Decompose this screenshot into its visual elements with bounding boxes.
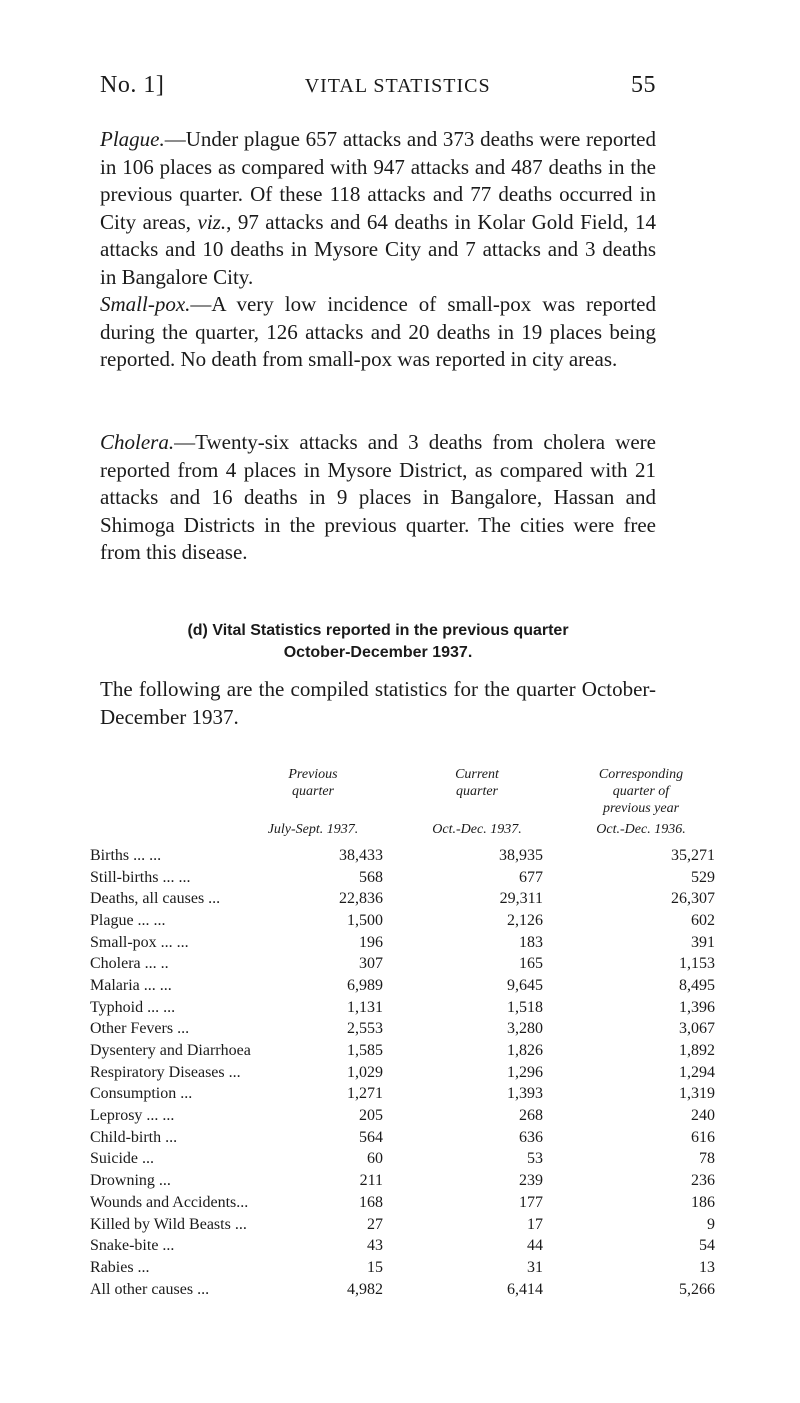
column-header-line: Current	[455, 767, 499, 782]
smallpox-text: —A very low incidence of small-pox was reported during the quarter, 126 attacks and 20 deaths in 19 places being reported. No death from small-pox was reported in city areas.	[100, 292, 656, 371]
column-header-line: Corresponding	[598, 767, 684, 782]
corresponding-quarter-cell: 26,307	[671, 890, 715, 908]
cause-cell: Cholera ... ..	[90, 955, 169, 973]
previous-quarter-cell: 6,989	[347, 976, 383, 994]
table-row	[90, 997, 715, 1019]
column-header-current	[412, 766, 542, 838]
cause-cell: Small-pox ... ...	[90, 933, 189, 951]
previous-quarter-cell: 568	[359, 868, 383, 886]
current-quarter-cell: 165	[519, 955, 543, 973]
corresponding-quarter-cell: 1,319	[679, 1085, 715, 1103]
previous-quarter-cell: 2,553	[347, 1020, 383, 1038]
section-heading-line-1: (d) Vital Statistics reported in the previous quarter	[187, 622, 569, 639]
plague-heading: Plague.	[100, 127, 165, 151]
cause-cell: Malaria ... ...	[90, 976, 172, 994]
corresponding-quarter-cell: 1,892	[679, 1042, 715, 1060]
current-quarter-cell: 636	[519, 1128, 543, 1146]
current-quarter-cell: 1,393	[507, 1085, 543, 1103]
table-row	[90, 1279, 715, 1301]
current-quarter-cell: 1,518	[507, 998, 543, 1016]
corresponding-quarter-cell: 9	[707, 1215, 715, 1233]
previous-quarter-cell: 168	[359, 1193, 383, 1211]
previous-quarter-cell: 1,500	[347, 911, 383, 929]
current-quarter-cell: 1,296	[507, 1063, 543, 1081]
corresponding-quarter-cell: 5,266	[679, 1280, 715, 1298]
cause-cell: Still-births ... ...	[90, 868, 191, 886]
previous-quarter-cell: 1,271	[347, 1085, 383, 1103]
corresponding-quarter-cell: 236	[691, 1172, 715, 1190]
cholera-heading: Cholera.	[100, 430, 175, 454]
plague-text-2: , 97 attacks and 64 deaths in Kolar Gold Field, 14 attacks and 10 deaths in Mysore City and 7 attacks and 3 deaths in Bangalore City.	[100, 209, 656, 289]
cause-cell: Rabies ...	[90, 1258, 150, 1276]
table-row	[90, 1170, 715, 1192]
table-row	[90, 888, 715, 910]
previous-quarter-cell: 60	[367, 1150, 383, 1168]
previous-quarter-cell: 4,982	[347, 1280, 383, 1298]
cause-cell: Suicide ...	[90, 1150, 154, 1168]
running-title: VITAL STATISTICS	[304, 75, 491, 97]
current-quarter-cell: 31	[527, 1258, 543, 1276]
table-row	[90, 1040, 715, 1062]
table-row	[90, 1105, 715, 1127]
cause-cell: Other Fevers ...	[90, 1020, 190, 1038]
table-row	[90, 910, 715, 932]
previous-quarter-cell: 1,029	[347, 1063, 383, 1081]
plague-paragraph	[100, 126, 656, 291]
column-period: July-Sept. 1937.	[267, 822, 359, 837]
cause-cell: All other causes ...	[90, 1280, 210, 1298]
table-row	[90, 1149, 715, 1171]
corresponding-quarter-cell: 1,294	[679, 1063, 715, 1081]
column-header-line: previous year	[602, 801, 680, 816]
corresponding-quarter-cell: 78	[699, 1150, 715, 1168]
current-quarter-cell: 177	[519, 1193, 543, 1211]
cause-cell: Typhoid ... ...	[90, 998, 176, 1016]
corresponding-quarter-cell: 602	[691, 911, 715, 929]
column-header-line: quarter	[292, 784, 334, 799]
cause-cell: Respiratory Diseases ...	[90, 1063, 241, 1081]
page-number: 55	[631, 72, 656, 98]
current-quarter-cell: 677	[519, 868, 543, 886]
corresponding-quarter-cell: 391	[691, 933, 715, 951]
previous-quarter-cell: 22,836	[339, 890, 383, 908]
corresponding-quarter-cell: 1,153	[679, 955, 715, 973]
intro-paragraph: The following are the compiled statistics for the quarter October-December 1937.	[100, 677, 656, 729]
column-header-line: quarter	[456, 784, 498, 799]
page-header	[100, 72, 656, 99]
current-quarter-cell: 38,935	[499, 846, 543, 864]
corresponding-quarter-cell: 13	[699, 1258, 715, 1276]
table-row	[90, 1062, 715, 1084]
table-row	[90, 1214, 715, 1236]
corresponding-quarter-cell: 616	[691, 1128, 715, 1146]
column-period: Oct.-Dec. 1937.	[432, 822, 522, 837]
table-row	[90, 1257, 715, 1279]
cause-cell: Snake-bite ...	[90, 1237, 175, 1255]
cholera-paragraph	[100, 429, 656, 567]
issue-number: No. 1]	[100, 72, 165, 98]
column-header-line	[412, 800, 542, 817]
plague-text: —Under plague 657 attacks and 373 deaths were reported in 106 places as compared with 947 attacks and 487 deaths in the previous quarter. Of these 118 attacks and 77 deaths occurred in City areas,	[100, 127, 656, 234]
smallpox-paragraph	[100, 291, 656, 374]
column-header-line	[248, 800, 378, 817]
section-heading-line-2: October-December 1937.	[283, 644, 473, 661]
current-quarter-cell: 29,311	[499, 890, 543, 908]
current-quarter-cell: 3,280	[507, 1020, 543, 1038]
cause-cell: Wounds and Accidents...	[90, 1193, 249, 1211]
current-quarter-cell: 53	[527, 1150, 543, 1168]
current-quarter-cell: 268	[519, 1107, 543, 1125]
current-quarter-cell: 6,414	[507, 1280, 543, 1298]
smallpox-heading: Small-pox.	[100, 292, 191, 316]
current-quarter-cell: 2,126	[507, 911, 543, 929]
cause-cell: Leprosy ... ...	[90, 1107, 175, 1125]
current-quarter-cell: 183	[519, 933, 543, 951]
corresponding-quarter-cell: 529	[691, 868, 715, 886]
corresponding-quarter-cell: 1,396	[679, 998, 715, 1016]
table-row	[90, 975, 715, 997]
column-header-line: Previous	[288, 767, 338, 782]
corresponding-quarter-cell: 54	[699, 1237, 715, 1255]
corresponding-quarter-cell: 186	[691, 1193, 715, 1211]
previous-quarter-cell: 43	[367, 1237, 383, 1255]
column-period: Oct.-Dec. 1936.	[596, 822, 686, 837]
cause-cell: Killed by Wild Beasts ...	[90, 1215, 247, 1233]
previous-quarter-cell: 27	[367, 1215, 383, 1233]
vital-statistics-table	[90, 845, 715, 1300]
cause-cell: Consumption ...	[90, 1085, 193, 1103]
viz-abbrev: viz.	[197, 209, 227, 234]
previous-quarter-cell: 205	[359, 1107, 383, 1125]
section-heading	[100, 620, 656, 664]
corresponding-quarter-cell: 8,495	[679, 976, 715, 994]
cholera-text: —Twenty-six attacks and 3 deaths from cholera were reported from 4 places in Mysore District, as compared with 21 attacks and 16 deaths in 9 places in Bangalore, Hassan and Shimoga Districts in the previous quarter. The cities were free from this disease.	[100, 430, 656, 564]
cause-cell: Child-birth ...	[90, 1128, 178, 1146]
current-quarter-cell: 9,645	[507, 976, 543, 994]
previous-quarter-cell: 564	[359, 1128, 383, 1146]
cause-cell: Dysentery and Diarrhoea	[90, 1042, 251, 1060]
table-row	[90, 1127, 715, 1149]
current-quarter-cell: 1,826	[507, 1042, 543, 1060]
table-row	[90, 1084, 715, 1106]
cause-cell: Plague ... ...	[90, 911, 166, 929]
previous-quarter-cell: 1,131	[347, 998, 383, 1016]
cause-cell: Births ... ...	[90, 846, 162, 864]
table-row	[90, 953, 715, 975]
current-quarter-cell: 44	[527, 1237, 543, 1255]
cause-cell: Drowning ...	[90, 1172, 171, 1190]
corresponding-quarter-cell: 240	[691, 1107, 715, 1125]
column-header-line: quarter of	[612, 784, 670, 799]
column-header-corresponding	[566, 766, 716, 838]
previous-quarter-cell: 196	[359, 933, 383, 951]
current-quarter-cell: 239	[519, 1172, 543, 1190]
previous-quarter-cell: 1,585	[347, 1042, 383, 1060]
previous-quarter-cell: 307	[359, 955, 383, 973]
table-row	[90, 1235, 715, 1257]
column-header-previous	[248, 766, 378, 838]
corresponding-quarter-cell: 3,067	[679, 1020, 715, 1038]
table-row	[90, 1192, 715, 1214]
previous-quarter-cell: 38,433	[339, 846, 383, 864]
previous-quarter-cell: 211	[359, 1172, 383, 1190]
corresponding-quarter-cell: 35,271	[671, 846, 715, 864]
table-row	[90, 1019, 715, 1041]
table-row	[90, 932, 715, 954]
cause-cell: Deaths, all causes ...	[90, 890, 221, 908]
previous-quarter-cell: 15	[367, 1258, 383, 1276]
table-row	[90, 845, 715, 867]
table-row	[90, 867, 715, 889]
current-quarter-cell: 17	[527, 1215, 543, 1233]
